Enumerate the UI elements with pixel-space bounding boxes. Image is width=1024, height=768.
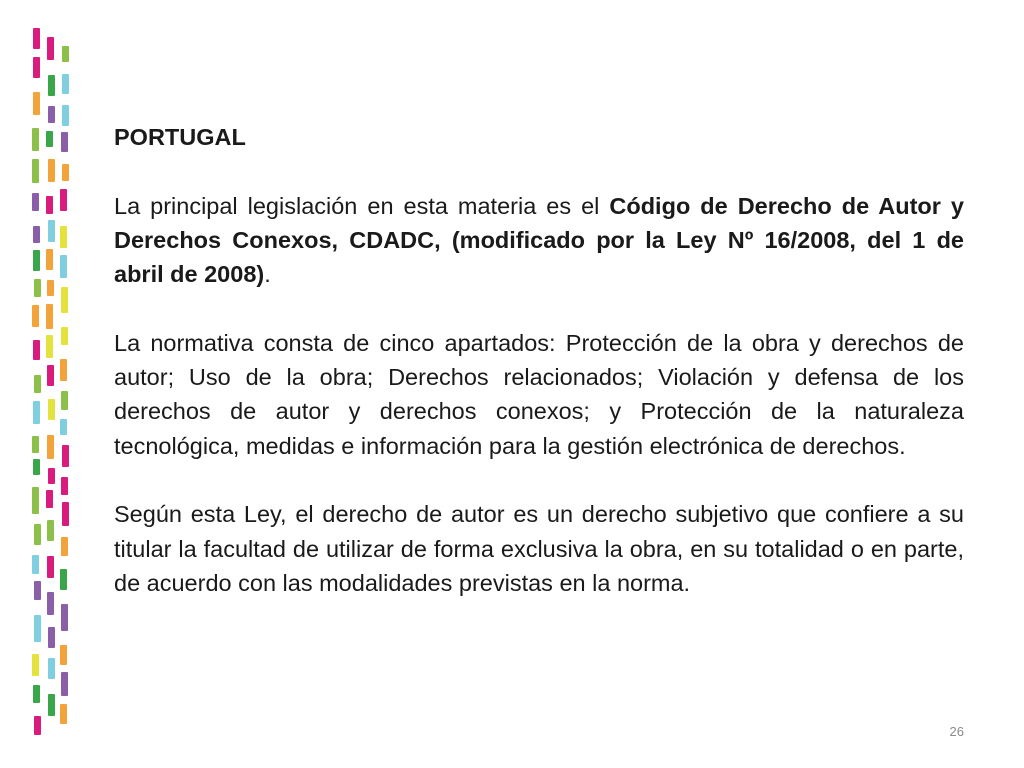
decorative-dash <box>62 445 69 467</box>
decorative-dash <box>47 435 54 459</box>
decorative-dash <box>60 645 67 665</box>
decorative-dash <box>46 335 53 358</box>
paragraph-legislation <box>114 189 964 292</box>
decorative-dash <box>33 57 40 78</box>
decorative-dash <box>47 520 54 541</box>
decorative-dash <box>48 627 55 648</box>
decorative-dash <box>60 704 67 724</box>
decorative-dash <box>47 365 54 386</box>
decorative-dash <box>34 615 41 642</box>
decorative-dash <box>32 487 39 514</box>
decorative-dash <box>62 105 69 126</box>
decorative-dash <box>32 193 39 211</box>
decorative-dash <box>48 658 55 679</box>
decorative-dash <box>61 537 68 556</box>
decorative-dash <box>33 459 40 475</box>
decorative-dash <box>33 92 40 115</box>
decorative-dash <box>33 226 40 243</box>
decorative-dash <box>61 132 68 152</box>
paragraph-legislation-end: . <box>264 261 271 288</box>
decorative-dash <box>33 401 40 424</box>
decorative-dash <box>61 672 68 696</box>
decorative-dash <box>48 399 55 420</box>
code-name-bold: Código de Derecho de Autor y Derechos Conexos, CDADC, (modificado por la Ley Nº 16/2008, del 1 de abril de 2008) <box>114 192 964 288</box>
decorative-dash <box>48 694 55 716</box>
decorative-dash <box>47 592 54 615</box>
decorative-dash <box>60 189 67 211</box>
decorative-dash <box>32 305 39 327</box>
paragraph-definition: Según esta Ley, el derecho de autor es un derecho subjetivo que confiere a su titular la facultad de utilizar de forma exclusiva la obra, en su totalidad o en parte, de acuerdo con las modalidades previstas en la norma. <box>114 501 964 596</box>
decorative-dash <box>33 340 40 360</box>
decorative-dash <box>32 128 39 151</box>
decorative-border <box>0 0 90 768</box>
decorative-dash <box>46 131 53 147</box>
slide-content <box>114 120 964 600</box>
decorative-dash <box>60 359 67 381</box>
decorative-dash <box>34 581 41 600</box>
decorative-dash <box>60 226 67 248</box>
decorative-dash <box>32 654 39 676</box>
decorative-dash <box>47 556 54 578</box>
decorative-dash <box>32 436 39 453</box>
decorative-dash <box>32 159 39 183</box>
page-number: 26 <box>949 724 964 739</box>
decorative-dash <box>34 279 41 297</box>
paragraph-legislation-intro: La principal legislación en esta materia es el <box>114 192 610 219</box>
decorative-dash <box>61 477 68 495</box>
slide-title: PORTUGAL <box>114 124 246 150</box>
decorative-dash <box>48 75 55 96</box>
decorative-dash <box>61 604 68 631</box>
decorative-dash <box>46 490 53 508</box>
decorative-dash <box>61 327 68 345</box>
decorative-dash <box>61 287 68 313</box>
decorative-dash <box>48 106 55 123</box>
decorative-dash <box>62 74 69 94</box>
decorative-dash <box>61 391 68 410</box>
decorative-dash <box>62 46 69 62</box>
decorative-dash <box>34 375 41 393</box>
decorative-dash <box>33 250 40 271</box>
paragraph-structure: La normativa consta de cinco apartados: Protección de la obra y derechos de autor; Uso de la obra; Derechos relacionados; Violación y defensa de los derechos de autor y derechos conexos; y Protección de la naturaleza tecnológica, medidas e información para la gestión electrónica de derechos. <box>114 329 964 459</box>
decorative-dash <box>62 164 69 181</box>
decorative-dash <box>60 255 67 278</box>
decorative-dash <box>48 468 55 484</box>
decorative-dash <box>48 220 55 242</box>
decorative-dash <box>46 196 53 214</box>
decorative-dash <box>34 716 41 735</box>
decorative-dash <box>62 502 69 526</box>
decorative-dash <box>33 28 40 49</box>
decorative-dash <box>32 555 39 574</box>
decorative-dash <box>33 685 40 703</box>
decorative-dash <box>48 159 55 182</box>
decorative-dash <box>46 304 53 329</box>
decorative-dash <box>46 249 53 270</box>
decorative-dash <box>60 569 67 590</box>
decorative-dash <box>34 524 41 545</box>
decorative-dash <box>47 280 54 296</box>
decorative-dash <box>60 419 67 435</box>
decorative-dash <box>47 37 54 60</box>
